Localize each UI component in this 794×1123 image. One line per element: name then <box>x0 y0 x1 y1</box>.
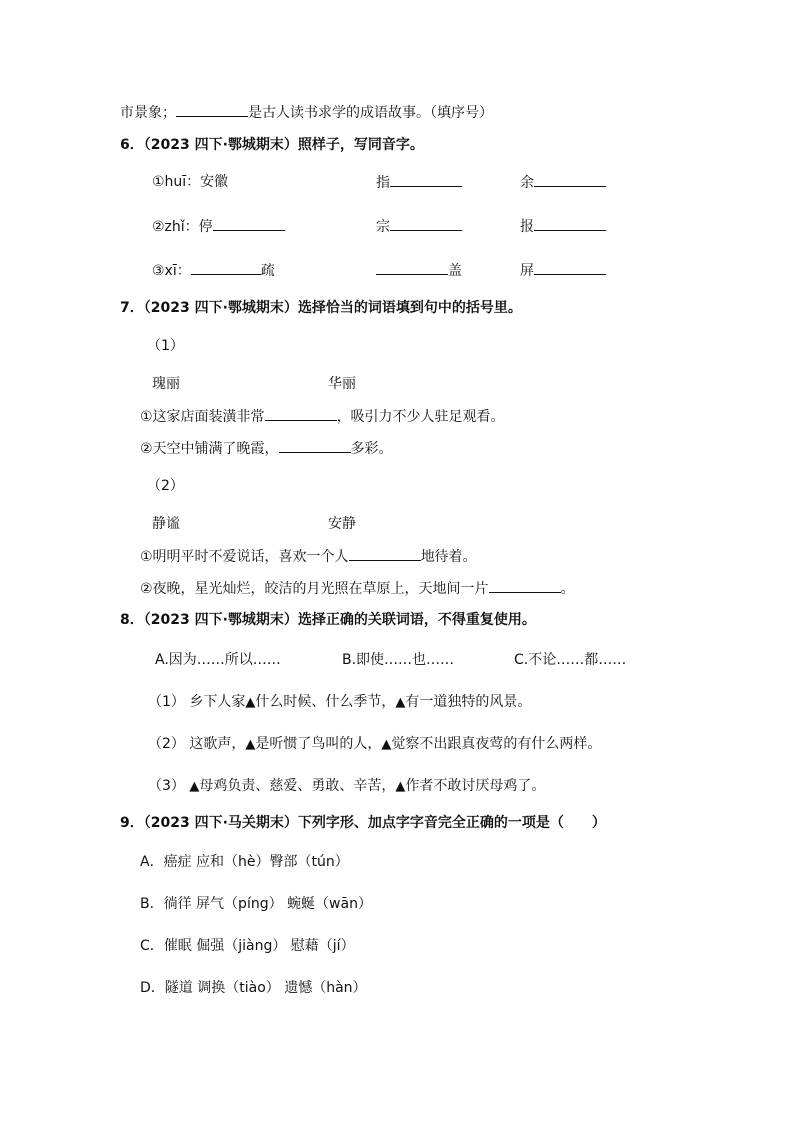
answer-blank[interactable] <box>489 578 561 593</box>
sentence-part: 有一道独特的风景。 <box>405 694 532 710</box>
answer-blank[interactable] <box>534 216 606 231</box>
sentence-before: ①这家店面装潢非常 <box>140 409 265 425</box>
q7-part1-sentence2 <box>140 438 393 459</box>
q6-row2-col3 <box>520 216 606 237</box>
answer-blank[interactable] <box>376 260 448 275</box>
q7-part2-word2: 安静 <box>328 516 356 532</box>
q7-part2-number: （2） <box>147 478 184 494</box>
answer-blank[interactable] <box>390 216 462 231</box>
sentence-part: 是听惯了鸟叫的人， <box>255 736 382 752</box>
q7-part2-word1: 静谧 <box>152 516 180 532</box>
q8-option-a: A.因为……所以…… <box>155 652 281 668</box>
q6-row1-col3 <box>520 172 606 193</box>
blank-marker-icon[interactable]: ▲ <box>395 695 406 710</box>
blank-marker-icon[interactable]: ▲ <box>395 779 406 794</box>
q6-row3-col2-after: 盖 <box>448 263 462 279</box>
q8-sentence1 <box>148 692 531 713</box>
q6-row3-col3-char: 屏 <box>520 263 534 279</box>
q8-sentence3 <box>148 776 545 797</box>
q6-row1-label: ①huī：安徽 <box>152 174 229 190</box>
sentence-number: （3） <box>148 778 185 794</box>
q6-row2-col3-char: 报 <box>520 219 534 235</box>
q9-option-c[interactable]: C．催眠 倔强（jiàng） 慰藉（jí） <box>140 938 355 954</box>
q6-row2-col2 <box>376 216 462 237</box>
q7-part1-word2: 华丽 <box>328 376 356 392</box>
q9-option-b[interactable]: B．徜徉 屏气（píng） 蜿蜒（wān） <box>140 896 372 912</box>
answer-blank[interactable] <box>279 438 351 453</box>
q6-row3-label <box>152 260 275 281</box>
answer-blank[interactable] <box>213 216 285 231</box>
sentence-part: 作者不敢讨厌母鸡了。 <box>405 778 546 794</box>
intro-prefix: 市景象； <box>120 105 176 121</box>
q6-row3-label-text: ③xī： <box>152 263 191 279</box>
sentence-part: 觉察不出跟真夜莺的有什么两样。 <box>391 736 602 752</box>
sentence-part: 母鸡负责、慈爱、勇敢、辛苦， <box>199 778 396 794</box>
blank-marker-icon[interactable]: ▲ <box>245 695 256 710</box>
answer-blank[interactable] <box>265 406 337 421</box>
q6-title: 6．（2023 四下·鄂城期末）照样子，写同音字。 <box>120 137 424 153</box>
q6-row2-label <box>152 216 285 237</box>
sentence-number: （2） <box>148 736 185 752</box>
sentence-number: （1） <box>148 694 185 710</box>
blank-marker-icon[interactable]: ▲ <box>189 779 200 794</box>
blank-marker-icon[interactable]: ▲ <box>245 737 256 752</box>
sentence-after: 。 <box>560 581 575 597</box>
q8-sentence2 <box>148 734 601 755</box>
q6-row1-col3-char: 余 <box>520 175 534 191</box>
q6-row2-label-text: ②zhǐ：停 <box>152 219 213 235</box>
sentence-after: 地待着。 <box>420 549 477 565</box>
sentence-part: 乡下人家 <box>189 694 246 710</box>
q6-row3-label-after: 疏 <box>260 263 275 279</box>
sentence-before: ②天空中铺满了晚霞， <box>140 441 279 457</box>
q7-title: 7．（2023 四下·鄂城期末）选择恰当的词语填到句中的括号里。 <box>120 300 522 316</box>
answer-blank[interactable] <box>534 172 606 187</box>
answer-blank[interactable] <box>349 546 421 561</box>
sentence-after: ，吸引力不少人驻足观看。 <box>336 409 505 425</box>
sentence-after: 多彩。 <box>350 441 393 457</box>
q9-option-a[interactable]: A．癌症 应和（hè）臀部（tún） <box>140 854 349 870</box>
answer-blank[interactable] <box>534 260 606 275</box>
q6-row1-col2-char: 指 <box>376 175 390 191</box>
q6-row2-col2-char: 宗 <box>376 219 390 235</box>
q6-row3-col3 <box>520 260 606 281</box>
q7-part2-sentence2 <box>140 578 575 599</box>
sentence-before: ①明明平时不爱说话，喜欢一个人 <box>140 549 349 565</box>
q9-title: 9．（2023 四下·马关期末）下列字形、加点字字音完全正确的一项是（ ） <box>120 815 606 831</box>
q7-part1-sentence1 <box>140 406 505 427</box>
answer-blank[interactable] <box>176 102 248 117</box>
sentence-before: ②夜晚，星光灿烂，皎洁的月光照在草原上，天地间一片 <box>140 581 489 597</box>
q8-option-b: B.即使……也…… <box>342 652 455 668</box>
answer-blank[interactable] <box>390 172 462 187</box>
intro-suffix: 是古人读书求学的成语故事。（填序号） <box>248 105 493 121</box>
blank-marker-icon[interactable]: ▲ <box>381 737 392 752</box>
intro-line <box>120 102 493 123</box>
q8-title: 8．（2023 四下·鄂城期末）选择正确的关联词语，不得重复使用。 <box>120 612 536 628</box>
q6-row3-col2 <box>376 260 462 281</box>
q7-part1-word1: 瑰丽 <box>152 376 180 392</box>
answer-blank[interactable] <box>191 260 261 275</box>
q8-option-c: C.不论……都…… <box>514 652 627 668</box>
q7-part1-number: （1） <box>147 338 184 354</box>
q7-part2-sentence1 <box>140 546 477 567</box>
sentence-part: 什么时候、什么季节， <box>255 694 396 710</box>
sentence-part: 这歌声， <box>189 736 246 752</box>
q6-row1-col2 <box>376 172 462 193</box>
q9-option-d[interactable]: D．隧道 调换（tiào） 遗憾（hàn） <box>140 980 367 996</box>
